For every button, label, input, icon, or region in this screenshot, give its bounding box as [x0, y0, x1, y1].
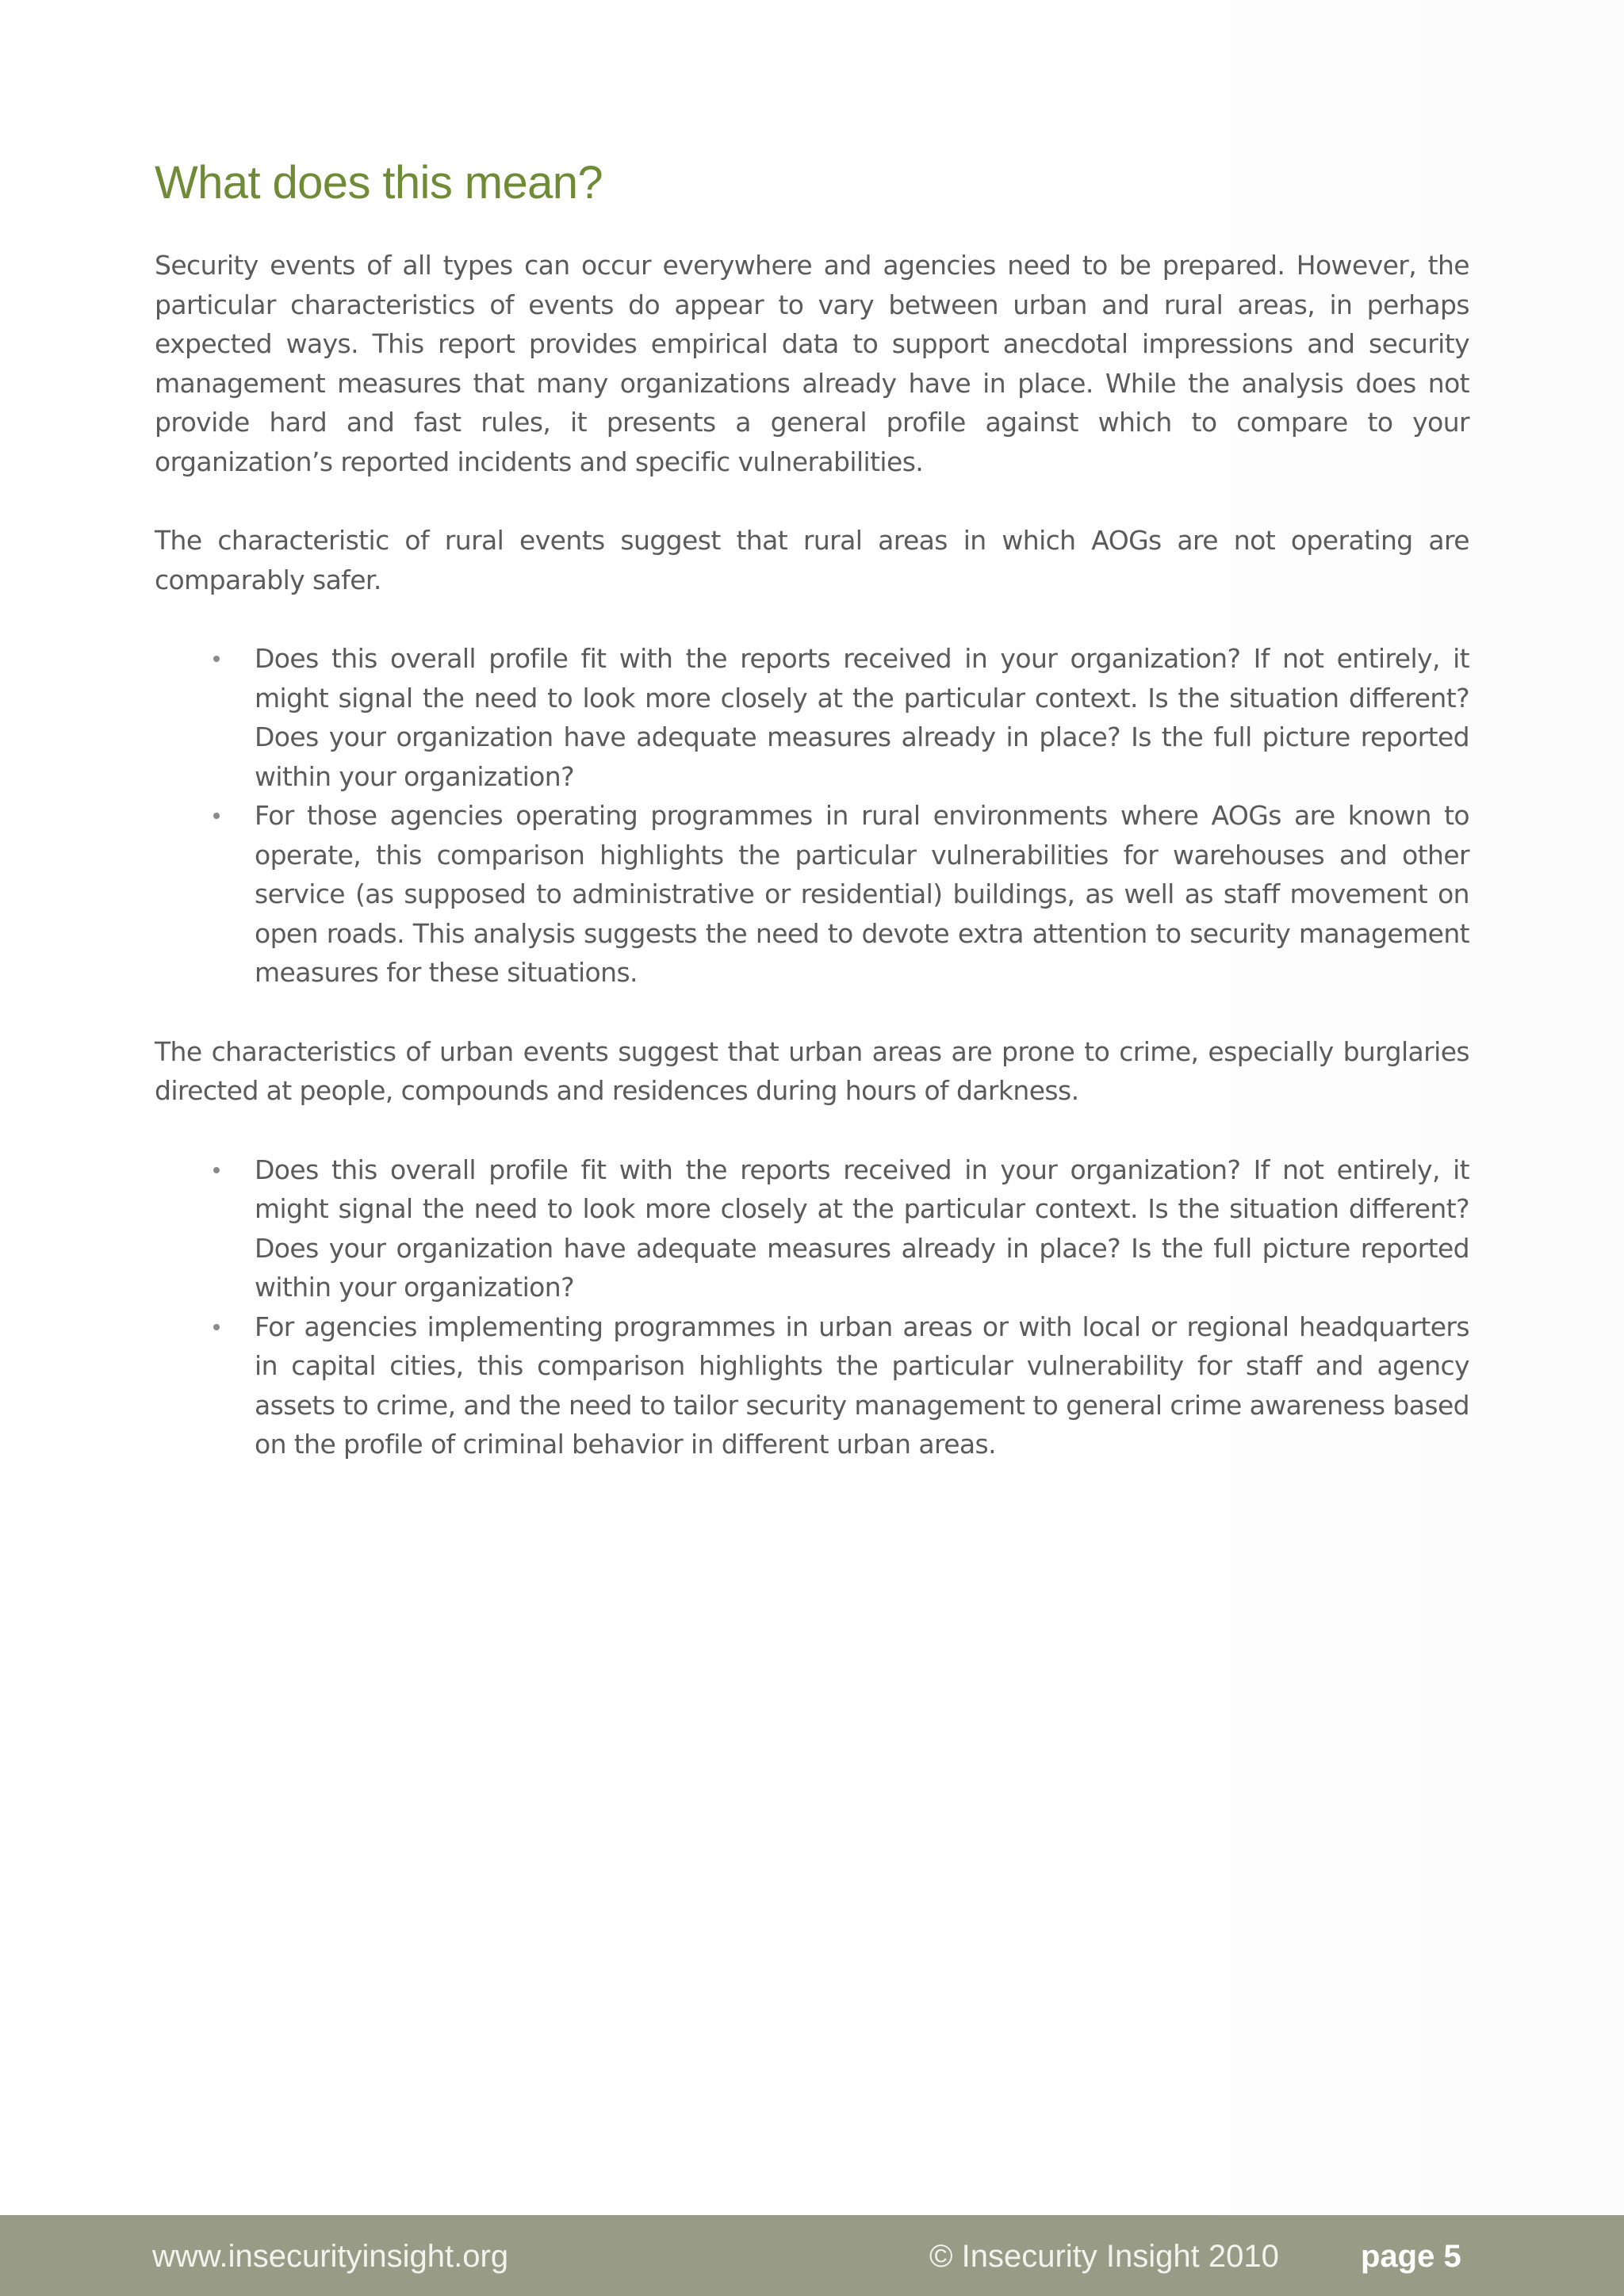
footer-website-link[interactable]: www.insecurityinsight.org [152, 2239, 509, 2274]
intro-paragraph: Security events of all types can occur everywhere and agencies need to be prepared. However, the particular characteristics of events do appear to vary between urban and rural areas, in perhaps expected ways. This report provides empirical data to support anecdotal impressions and security management measures that many organizations already have in place. While the analysis does not provide hard and fast rules, it presents a general profile against which to compare to your organization’s reported incidents and specific vulnerabilities. [155, 250, 1469, 477]
bullet-icon [213, 656, 220, 662]
urban-bullet-text: Does this overall profile fit with the reports received in your organization? If not entirely, it might signal the need to look more closely at the particular context. Is the situation different? Does your organization have adequate measures already in place? Is the full picture reported within your organization? [255, 1154, 1469, 1303]
rural-bullet-text: Does this overall profile fit with the reports received in your organization? If not entirely, it might signal the need to look more closely at the particular context. Is the situation different? Does your organization have adequate measures already in place? Is the full picture reported within your organization? [255, 643, 1469, 792]
page-number: page 5 [1361, 2239, 1461, 2274]
footer-copyright: © Insecurity Insight 2010 [929, 2239, 1279, 2274]
page-title: What does this mean? [155, 157, 603, 209]
urban-bullet-text: For agencies implementing programmes in urban areas or with local or regional headquarters in capital cities, this comparison highlights the particular vulnerability for staff and agency assets to crime, and the need to tailor security management to general crime awareness based on the profile of criminal behavior in different urban areas. [255, 1311, 1469, 1460]
bullet-icon [213, 1167, 220, 1173]
rural-bullet-text: For those agencies operating programmes in rural environments where AOGs are known to operate, this comparison highlights the particular vulnerabilities for warehouses and other service (as supposed to administrative or residential) buildings, as well as staff movement on open roads. This analysis suggests the need to devote extra attention to security management measures for these situations. [255, 800, 1469, 988]
bullet-icon [213, 813, 220, 819]
page-footer [0, 2215, 1624, 2296]
urban-bullet-list [155, 1150, 1469, 1464]
urban-bullet-item [255, 1307, 1469, 1464]
bullet-icon [213, 1324, 220, 1330]
urban-bullet-item [255, 1150, 1469, 1307]
rural-bullet-item [255, 796, 1469, 993]
page-content [155, 151, 1469, 1504]
rural-bullet-list [155, 639, 1469, 993]
urban-events-paragraph: The characteristics of urban events suggest that urban areas are prone to crime, especially burglaries directed at people, compounds and residences during hours of darkness. [155, 1035, 1469, 1106]
rural-bullet-item [255, 639, 1469, 796]
rural-events-paragraph: The characteristic of rural events suggest that rural areas in which AOGs are not operating are comparably safer. [155, 525, 1469, 595]
